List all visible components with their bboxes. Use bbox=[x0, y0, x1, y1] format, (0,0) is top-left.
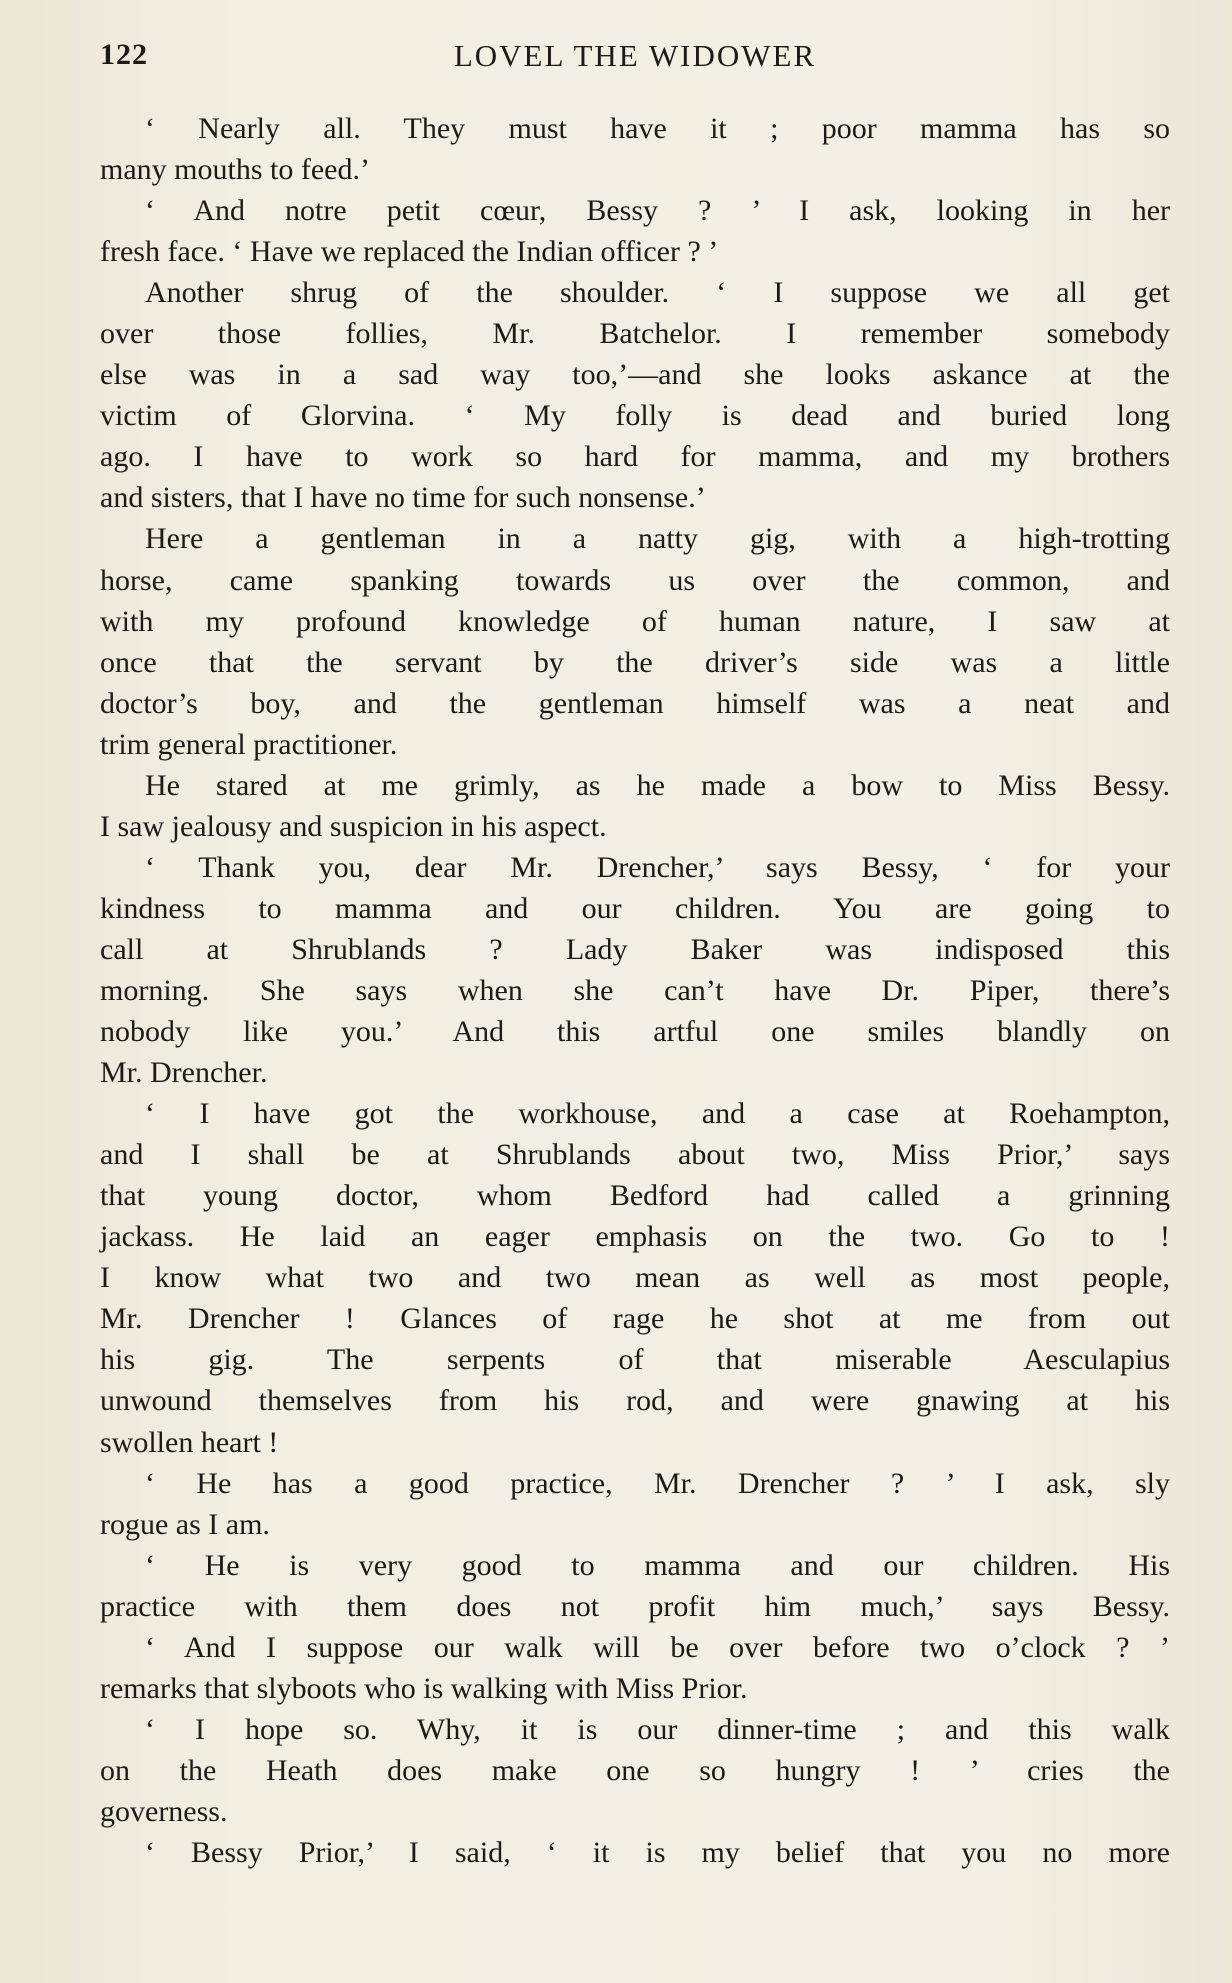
text-line: ‘ I have got the workhouse, and a case at Roehampton, bbox=[145, 1097, 1170, 1131]
text-line: ‘ He has a good practice, Mr. Drencher ? ’ I ask, sly bbox=[145, 1466, 1170, 1500]
text-line: ‘ Bessy Prior,’ I said, ‘ it is my belief that you no more bbox=[145, 1835, 1170, 1869]
text-line: He stared at me grimly, as he made a bow to Miss Bessy. bbox=[145, 768, 1170, 802]
text-line: ‘ Thank you, dear Mr. Drencher,’ says Bessy, ‘ for your bbox=[145, 850, 1170, 884]
text-line: morning. She says when she can’t have Dr. Piper, there’s bbox=[100, 973, 1170, 1007]
text-line: call at Shrublands ? Lady Baker was indisposed this bbox=[100, 932, 1170, 966]
text-line: his gig. The serpents of that miserable Aesculapius bbox=[100, 1343, 1170, 1377]
page-header bbox=[100, 30, 1170, 80]
text-line: fresh face. ‘ Have we replaced the Indian officer ? ’ bbox=[100, 235, 719, 269]
text-line: ‘ He is very good to mamma and our children. His bbox=[145, 1548, 1170, 1582]
text-line: over those follies, Mr. Batchelor. I remember somebody bbox=[100, 317, 1170, 351]
text-line: unwound themselves from his rod, and were gnawing at his bbox=[100, 1384, 1170, 1418]
text-line: swollen heart ! bbox=[100, 1425, 279, 1459]
text-line: ‘ And notre petit cœur, Bessy ? ’ I ask, looking in her bbox=[145, 194, 1170, 228]
text-line: once that the servant by the driver’s side was a little bbox=[100, 645, 1170, 679]
text-line: that young doctor, whom Bedford had called a grinning bbox=[100, 1179, 1170, 1213]
text-line: on the Heath does make one so hungry ! ’ cries the bbox=[100, 1753, 1170, 1787]
text-line: and I shall be at Shrublands about two, Miss Prior,’ says bbox=[100, 1138, 1170, 1172]
text-line: and sisters, that I have no time for such nonsense.’ bbox=[100, 481, 706, 515]
text-line: rogue as I am. bbox=[100, 1507, 270, 1541]
text-line: I know what two and two mean as well as most people, bbox=[100, 1261, 1170, 1295]
text-line: remarks that slyboots who is walking with Miss Prior. bbox=[100, 1671, 748, 1705]
text-line: jackass. He laid an eager emphasis on the two. Go to ! bbox=[100, 1220, 1170, 1254]
page-number: 122 bbox=[100, 38, 148, 71]
text-line: Another shrug of the shoulder. ‘ I suppose we all get bbox=[145, 276, 1170, 310]
text-line: many mouths to feed.’ bbox=[100, 153, 370, 187]
text-line: I saw jealousy and suspicion in his aspect. bbox=[100, 809, 607, 843]
text-line: Mr. Drencher ! Glances of rage he shot at me from out bbox=[100, 1302, 1170, 1336]
text-line: Here a gentleman in a natty gig, with a high-trotting bbox=[145, 522, 1170, 556]
text-line: practice with them does not profit him much,’ says Bessy. bbox=[100, 1589, 1170, 1623]
text-line: kindness to mamma and our children. You are going to bbox=[100, 891, 1170, 925]
text-line: ‘ I hope so. Why, it is our dinner-time ; and this walk bbox=[145, 1712, 1170, 1746]
text-line: ago. I have to work so hard for mamma, and my brothers bbox=[100, 440, 1170, 474]
running-head: LOVEL THE WIDOWER bbox=[453, 38, 817, 73]
text-line: nobody like you.’ And this artful one smiles blandly on bbox=[100, 1015, 1170, 1049]
text-line: ‘ Nearly all. They must have it ; poor mamma has so bbox=[145, 112, 1170, 145]
text-line: else was in a sad way too,’—and she looks askance at the bbox=[100, 358, 1170, 392]
text-line: ‘ And I suppose our walk will be over before two o’clock ? ’ bbox=[145, 1630, 1170, 1664]
text-line: Mr. Drencher. bbox=[100, 1056, 268, 1090]
text-line: doctor’s boy, and the gentleman himself was a neat and bbox=[100, 686, 1170, 720]
body-text bbox=[100, 108, 1170, 1873]
text-line: horse, came spanking towards us over the common, and bbox=[100, 563, 1170, 597]
text-line: governess. bbox=[100, 1794, 228, 1828]
text-line: with my profound knowledge of human nature, I saw at bbox=[100, 604, 1170, 638]
text-line: trim general practitioner. bbox=[100, 727, 398, 761]
text-line: victim of Glorvina. ‘ My folly is dead and buried long bbox=[100, 399, 1170, 433]
